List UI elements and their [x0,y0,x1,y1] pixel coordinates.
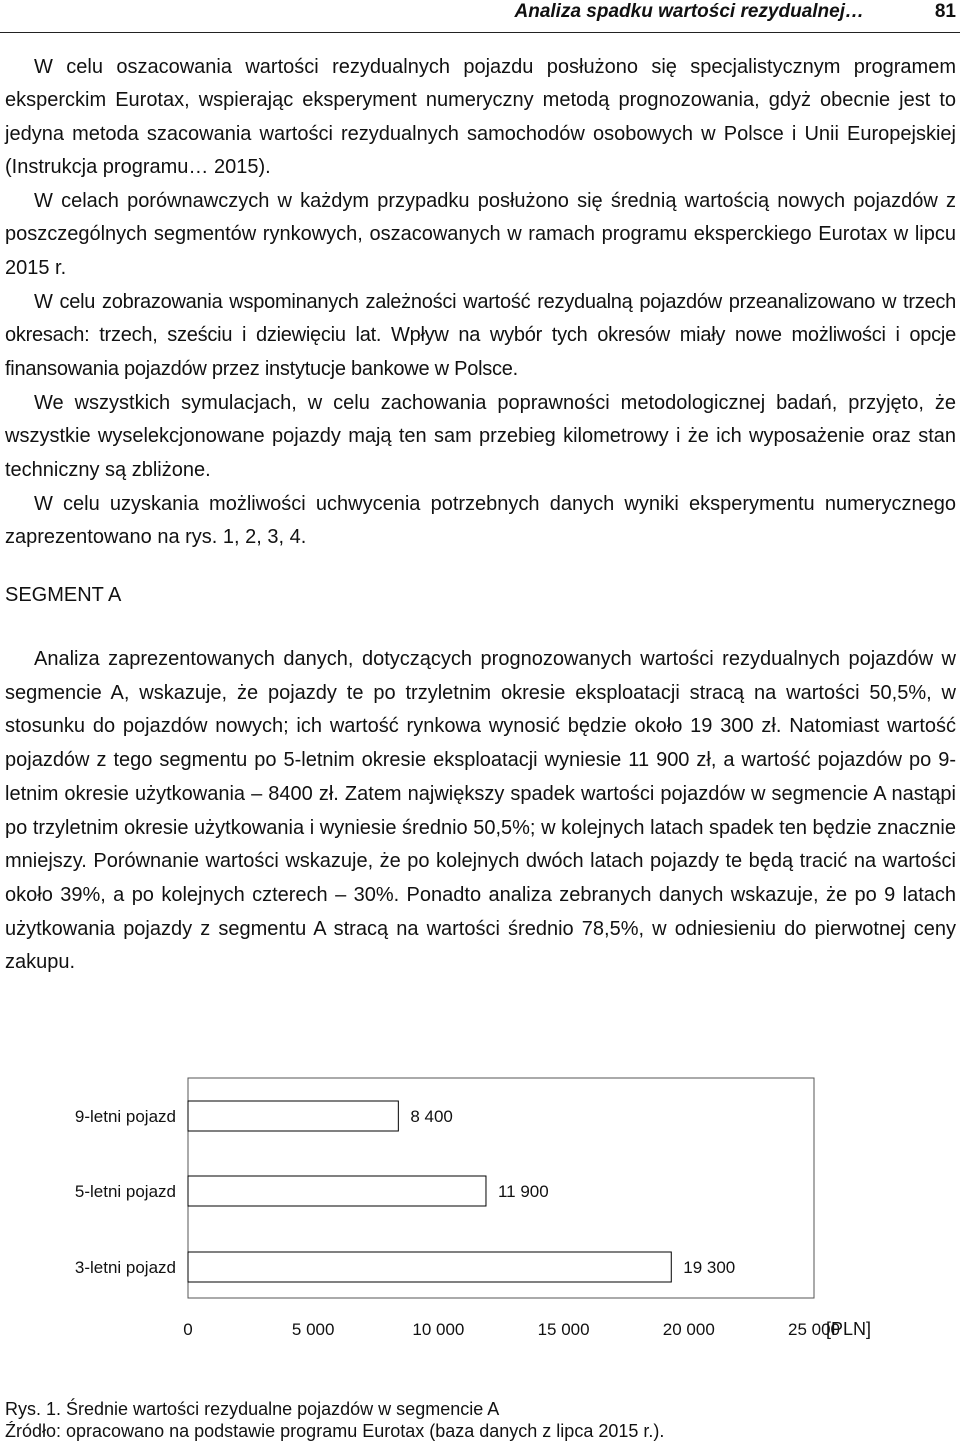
page-number: 81 [934,1,956,22]
x-axis-unit-label: [PLN] [826,1319,872,1339]
figure-caption-source: Źródło: opracowano na podstawie programu Eurotax (baza danych z lipca 2015 r.). [5,1421,665,1441]
segment-a-paragraph: Analiza zaprezentowanych danych, dotyczących prognozowanych wartości rezydualnych pojazdów w segmencie A, wskazuje, że pojazdy te po trzyletnim okresie eksploatacji stracą na wartości 50,5%, w stosunku do pojazdów nowych; ich wartość rynkowa wynosić będzie około 19 300 zł. Natomiast wartość pojazdów z tego segmentu po 5-letnim okresie eksploatacji wyniesie 11 900 zł, a wartość pojazdów po 9-letnim okresie użytkowania – 8400 zł. Zatem największy spadek wartości pojazdów w segmencie A nastąpi po trzyletnim okresie użytkowania i wyniesie średnio 50,5%; w kolejnych latach spadek ten będzie znacznie mniejszy. Porównanie wartości wskazuje, że po kolejnych dwóch latach pojazdy te będą tracić na wartości około 39%, a po kolejnych czterech – 30%. Ponadto analiza zebranych danych wskazuje, że po 9 latach użytkowania pojazdy z segmentu A stracą na wartości średnio 78,5%, w odniesieniu do pierwotnej ceny zakupu. [5,648,956,974]
bar-3 [188,1252,671,1282]
data-label: 11 900 [497,1182,549,1201]
x-tick-label: 25 000 [788,1320,840,1339]
bar-2 [188,1176,486,1206]
header-title: Analiza spadku wartości rezydualnej… [514,1,864,22]
running-header [0,0,960,33]
bar-1 [188,1101,398,1131]
paragraph-3: W celu zobrazowania wspominanych zależności wartość rezydualną pojazdów przeanalizowano w trzech okresach: trzech, sześciu i dziewięciu lat. Wpływ na wybór tych okresów miały nowe możliwości i opcje finansowania pojazdów przez instytucje bankowe w Polsce. [5,291,956,380]
x-tick-label: 10 000 [412,1320,465,1339]
paragraph-4: We wszystkich symulacjach, w celu zachowania poprawności metodologicznej badań, przyjęto, że wszystkie wyselekcjonowane pojazdy mają ten sam przebieg kilometrowy i że ich wyposażenie oraz stan techniczny są zbliżone. [5,392,956,481]
data-label: 8 400 [410,1107,453,1126]
category-label: 5-letni pojazd [74,1182,176,1201]
x-tick-label: 15 000 [537,1320,590,1339]
x-tick-label: 5 000 [291,1320,335,1339]
figure-caption-title: Rys. 1. Średnie wartości rezydualne pojazdów w segmencie A [5,1399,500,1419]
figure-caption [5,1398,664,1442]
x-tick-label: 0 [183,1320,193,1339]
paragraph-5: W celu uzyskania możliwości uchwycenia potrzebnych danych wyniki eksperymentu numerycznego zaprezentowano na rys. 1, 2, 3, 4. [5,493,956,549]
x-tick-label: 20 000 [662,1320,715,1339]
bar-chart [0,1070,960,1390]
paragraph-1: W celu oszacowania wartości rezydualnych pojazdu posłużono się specjalistycznym programem eksperckim Eurotax, wspierając eksperyment numeryczny metodą prognozowania, gdyż obecnie jest to jedyna metoda szacowania wartości rezydualnych samochodów osobowych w Polsce i Unii Europejskiej (Instrukcja programu… 2015). [5,56,956,179]
section-heading: SEGMENT A [5,584,122,606]
category-label: 9-letni pojazd [74,1107,176,1126]
paragraph-2: W celach porównawczych w każdym przypadku posłużono się średnią wartością nowych pojazdów z poszczególnych segmentów rynkowych, oszacowanych w ramach programu eksperckiego Eurotax w lipcu 2015 r. [5,190,956,279]
data-label: 19 300 [683,1258,736,1277]
category-label: 3-letni pojazd [74,1258,176,1277]
